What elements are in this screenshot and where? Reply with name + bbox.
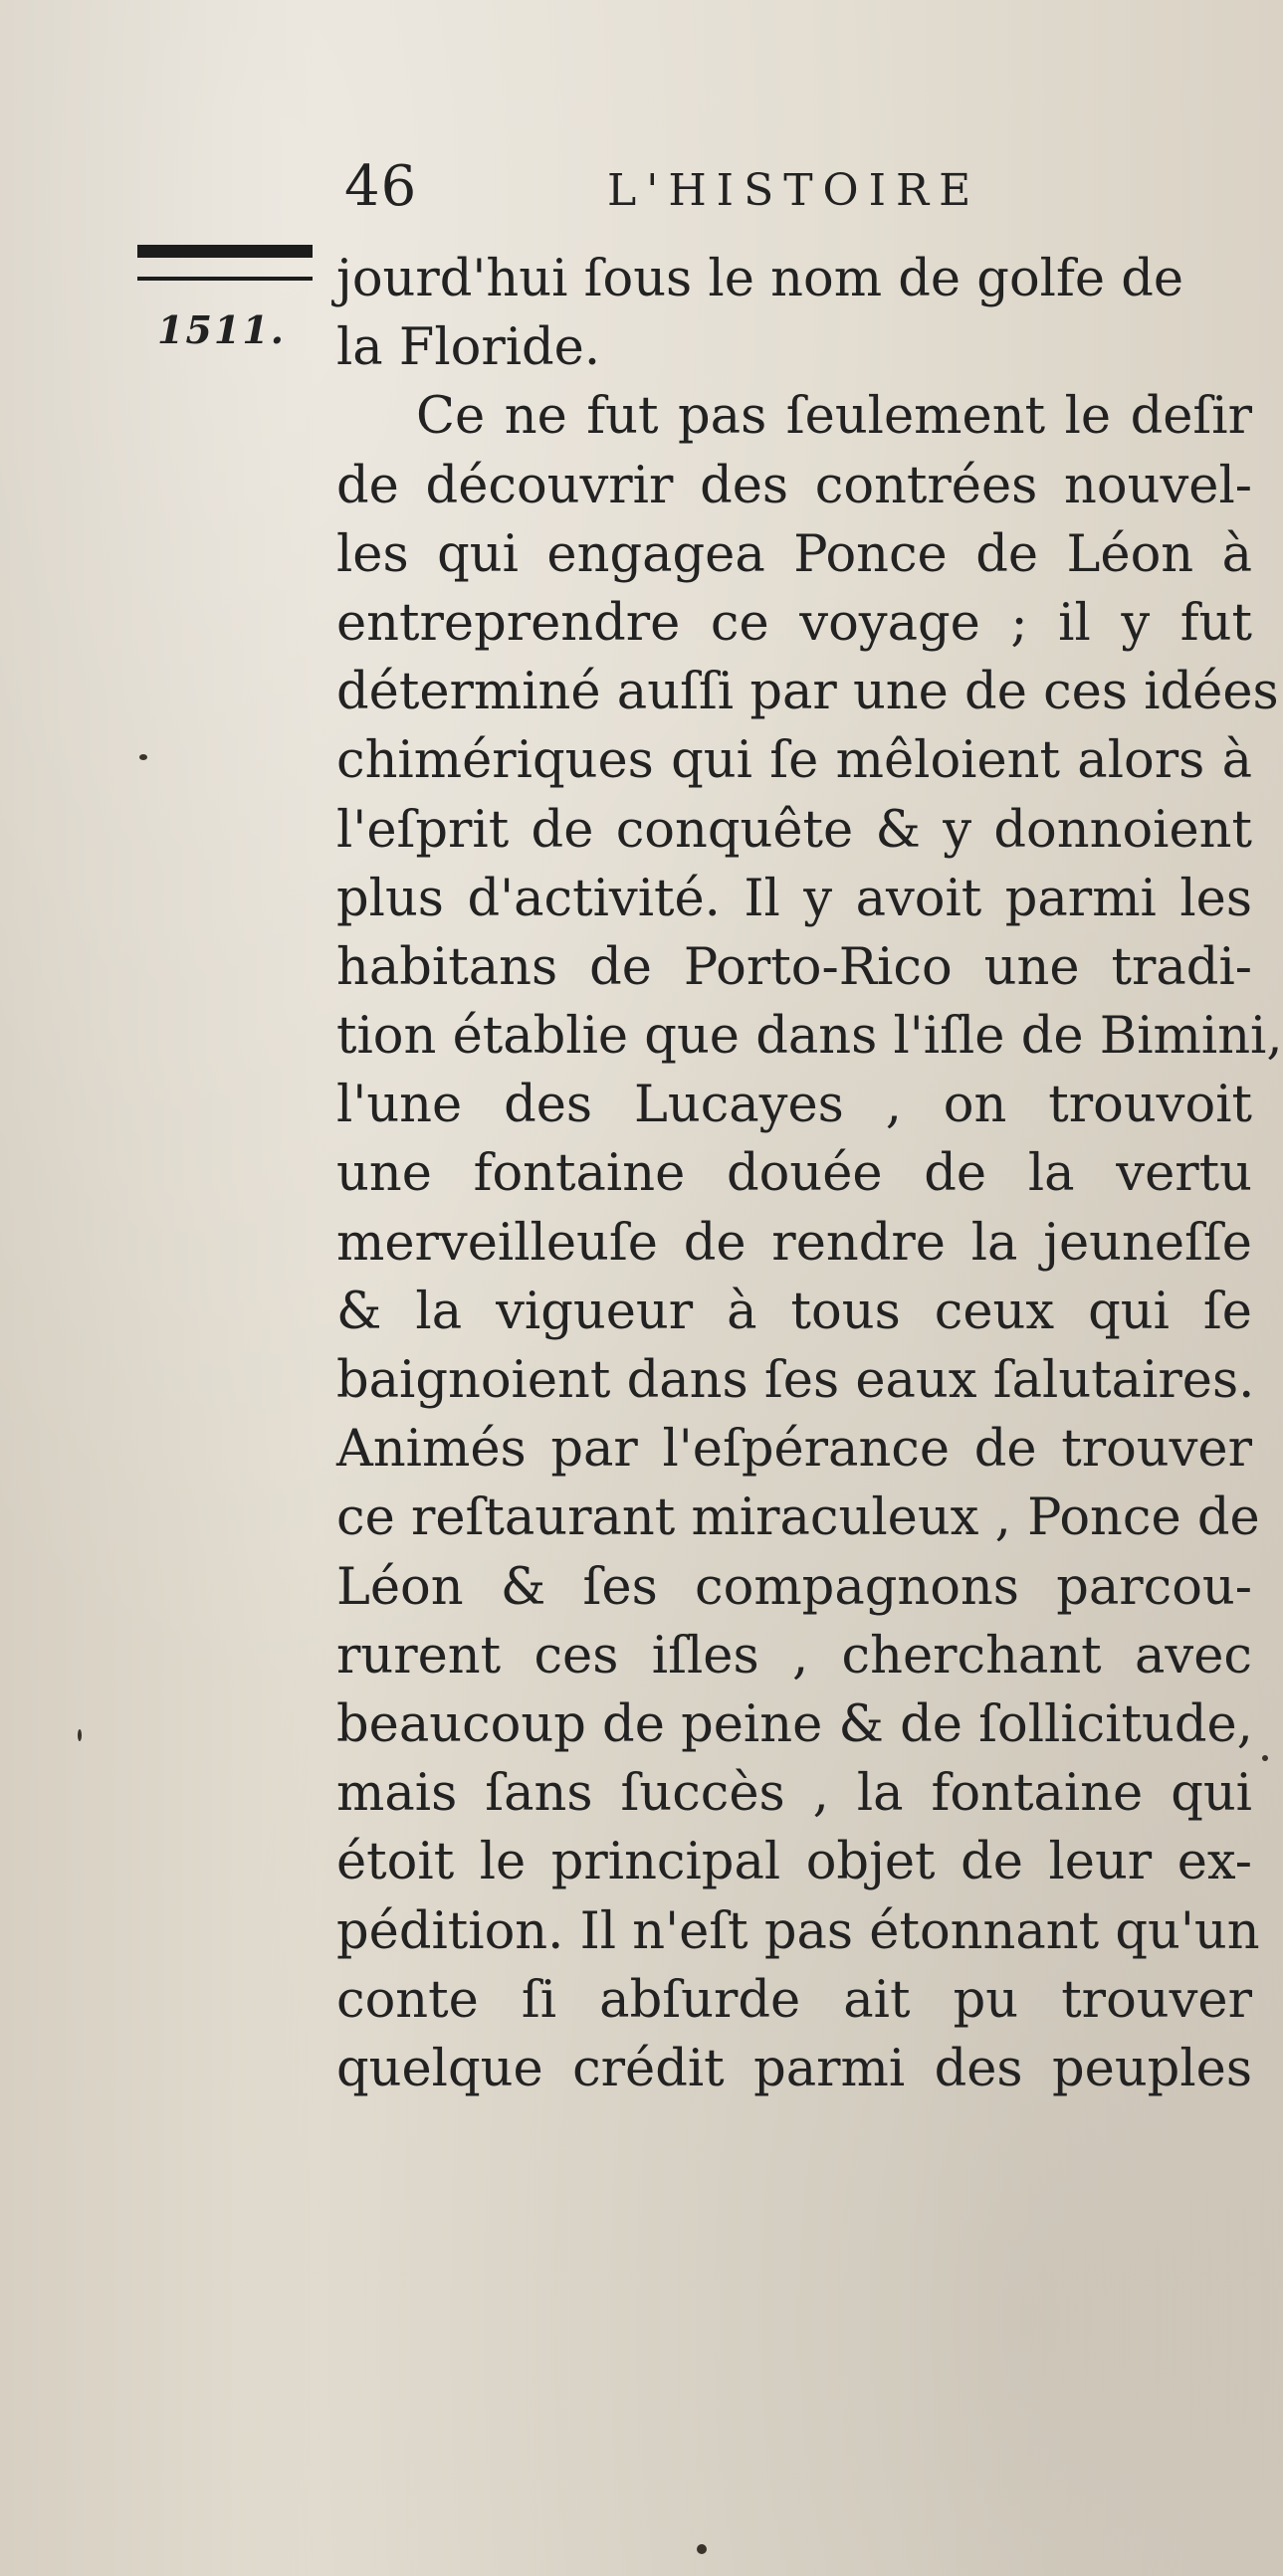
text-line: la Floride. bbox=[336, 318, 601, 378]
text-line: pédition. Il n'eſt pas étonnant qu'un bbox=[336, 1901, 1260, 1961]
running-title: L'HISTOIRE bbox=[607, 165, 981, 216]
text-line: déterminé auſſi par une de ces idées bbox=[336, 663, 1279, 722]
text-line: l'une des Lucayes , on trouvoit bbox=[336, 1076, 1252, 1135]
text-line: une fontaine douée de la vertu bbox=[336, 1144, 1252, 1204]
text-line: entreprendre ce voyage ; il y fut bbox=[336, 593, 1252, 653]
text-line: tion établie que dans l'iſle de Bimini, bbox=[336, 1007, 1283, 1067]
text-line: jourd'hui ſous le nom de golfe de bbox=[336, 250, 1184, 308]
text-line: conte ſi abſurde ait pu trouver bbox=[336, 1970, 1252, 2030]
text-line: de découvrir des contrées nouvel- bbox=[336, 456, 1252, 515]
text-line: Animés par l'eſpérance de trouver bbox=[336, 1420, 1252, 1480]
page-number: 46 bbox=[344, 154, 418, 219]
body-text bbox=[336, 245, 1283, 2103]
text-line: & la vigueur à tous ceux qui ſe bbox=[336, 1282, 1252, 1341]
paper-speck bbox=[139, 754, 147, 760]
paper-speck bbox=[1262, 1755, 1268, 1761]
page-header bbox=[338, 149, 1035, 229]
text-line: plus d'activité. Il y avoit parmi les bbox=[336, 869, 1252, 928]
text-line: quelque crédit parmi des peuples bbox=[336, 2039, 1252, 2098]
text-line: rurent ces iſles , cherchant avec bbox=[336, 1626, 1252, 1685]
margin-year-note: 1511. bbox=[157, 307, 286, 352]
text-line: habitans de Porto-Rico une tradi- bbox=[336, 937, 1252, 997]
text-line: merveilleuſe de rendre la jeuneſſe bbox=[336, 1213, 1252, 1273]
paragraph-start-line: Ce ne fut pas ſeulement le deſir bbox=[416, 387, 1252, 447]
text-line: baignoient dans ſes eaux ſalutaires. bbox=[336, 1351, 1255, 1410]
text-line: l'eſprit de conquête & y donnoient bbox=[336, 800, 1252, 860]
paper-speck bbox=[78, 1729, 82, 1741]
text-line: étoit le principal objet de leur ex- bbox=[336, 1833, 1252, 1892]
text-line: mais ſans ſuccès , la fontaine qui bbox=[336, 1764, 1252, 1824]
margin-rule-thick bbox=[137, 245, 313, 258]
margin-rule-thin bbox=[137, 277, 313, 281]
text-line: les qui engagea Ponce de Léon à bbox=[336, 524, 1252, 584]
text-line: Léon & ſes compagnons parcou- bbox=[336, 1557, 1252, 1617]
paper-speck bbox=[697, 2544, 707, 2554]
text-line: ce reſtaurant miraculeux , Ponce de bbox=[336, 1488, 1260, 1548]
text-line: beaucoup de peine & de ſollicitude, bbox=[336, 1694, 1253, 1754]
text-line: chimériques qui ſe mêloient alors à bbox=[336, 731, 1252, 791]
